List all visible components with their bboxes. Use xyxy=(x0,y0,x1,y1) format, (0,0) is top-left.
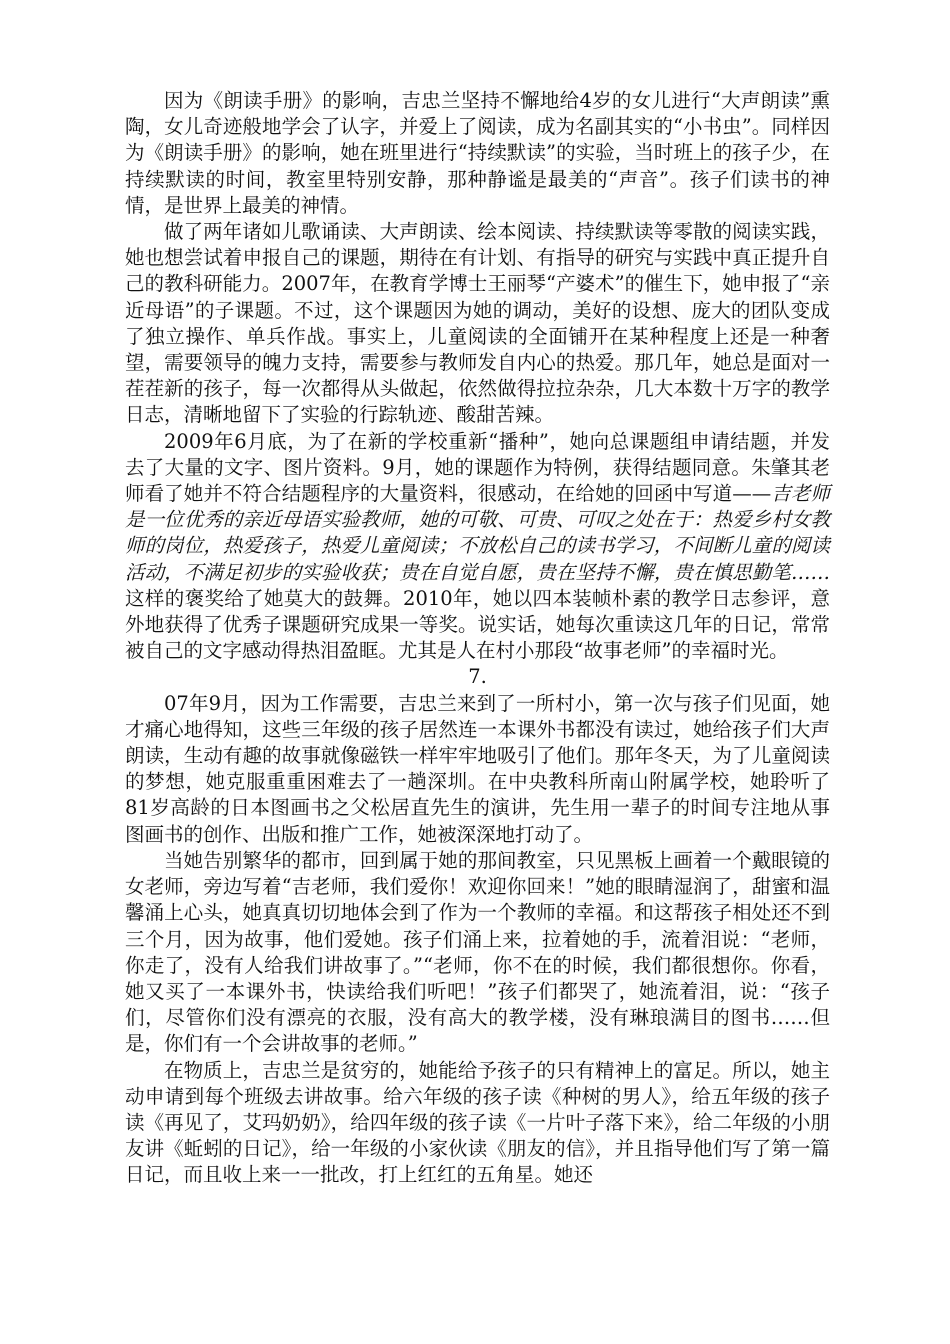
paragraph-village-school: 07年9月，因为工作需要，吉忠兰来到了一所村小，第一次与孩子们见面，她才痛心地得知，这些三年级的孩子居然连一本课外书都没有读过，她给孩子们大声朗读，生动有趣的故事就像磁铁一样牢牢地吸引了他们。那年冬天，为了儿童阅读的梦想，她克服重重困难去了一趟深圳。在中央教科所南山附属学校，她聆听了81岁高龄的日本图画书之父松居直先生的演讲，先生用一辈子的时间专注地从事图画书的创作、出版和推广工作，她被深深地打动了。 xyxy=(125,691,830,846)
document-page xyxy=(125,88,830,1189)
paragraph-text-after-quote: 这样的褒奖给了她莫大的鼓舞。2010年，她以四本装帧朴素的教学日志参评，意外地获得了优秀子课题研究成果一等奖。说实话，她每次重读这几年的日记，常常被自己的文字感动得热泪盈眶。尤其是人在村小那段“故事老师”的幸福时光。 xyxy=(125,586,830,663)
paragraph-research-project: 做了两年诸如儿歌诵读、大声朗读、绘本阅读、持续默读等零散的阅读实践，她也想尝试着申报自己的课题，期待在有计划、有指导的研究与实践中真正提升自己的教科研能力。2007年，在教育学博士王丽琴“产婆术”的催生下，她申报了“亲近母语”的子课题。不过，这个课题因为她的调动，美好的设想、庞大的团队变成了独立操作、单兵作战。事实上，儿童阅读的全面铺开在某种程度上还是一种奢望，需要领导的魄力支持，需要参与教师发自内心的热爱。那几年，她总是面对一茬茬新的孩子，每一次都得从头做起，依然做得拉拉杂杂，几大本数十万字的教学日志，清晰地留下了实验的行踪轨迹、酸甜苦辣。 xyxy=(125,220,830,427)
paragraph-return-classroom: 当她告别繁华的都市，回到属于她的那间教室，只见黑板上画着一个戴眼镜的女老师，旁边写着“吉老师，我们爱你！欢迎你回来！”她的眼睛湿润了，甜蜜和温馨涌上心头，她真真切切地体会到了作为一个教师的幸福。和这帮孩子相处还不到三个月，因为故事，他们爱她。孩子们涌上来，拉着她的手，流着泪说：“老师，你走了，没有人给我们讲故事了。”“老师，你不在的时候，我们都很想你。你看，她又买了一本课外书，快读给我们听吧！”孩子们都哭了，她流着泪，说：“孩子们，尽管你们没有漂亮的衣服，没有高大的教学楼，没有琳琅满目的图书……但是，你们有一个会讲故事的老师。” xyxy=(125,848,830,1056)
section-number: 7. xyxy=(468,665,487,689)
paragraph-project-conclusion xyxy=(125,429,830,665)
paragraph-reading-handbook: 因为《朗读手册》的影响，吉忠兰坚持不懈地给4岁的女儿进行“大声朗读”熏陶，女儿奇迹般地学会了认字，并爱上了阅读，成为名副其实的“小书虫”。同样因为《朗读手册》的影响，她在班里进行“持续默读”的实验，当时班上的孩子少，在持续默读的时间，教室里特别安静，那种静谧是最美的“声音”。孩子们读书的神情，是世界上最美的神情。 xyxy=(125,89,830,217)
paragraph-storytelling: 在物质上，吉忠兰是贫穷的，她能给予孩子的只有精神上的富足。所以，她主动申请到每个班级去讲故事。给六年级的孩子读《种树的男人》，给五年级的孩子读《再见了，艾玛奶奶》，给四年级的孩子读《一片叶子落下来》，给二年级的小朋友讲《蚯蚓的日记》，给一年级的小家伙读《朋友的信》，并且指导他们写了第一篇日记，而且收上来一一批改，打上红红的五角星。她还 xyxy=(125,1058,830,1187)
paragraph-text-before-quote: 2009年6月底，为了在新的学校重新“播种”，她向总课题组申请结题，并发去了大量的文字、图片资料。9月，她的课题作为特例，获得结题同意。朱肇其老师看了她并不符合结题程序的大量资料，很感动，在给她的回函中写道—— xyxy=(125,429,830,506)
reply-letter-quote: 吉老师是一位优秀的亲近母语实验教师，她的可敬、可贵、可叹之处在于：热爱乡村女教师的岗位，热爱孩子，热爱儿童阅读；不放松自己的读书学习，不间断儿童的阅读活动，不满足初步的实验收获；贵在自觉自愿，贵在坚持不懈，贵在慎思勤笔…… xyxy=(125,482,830,584)
